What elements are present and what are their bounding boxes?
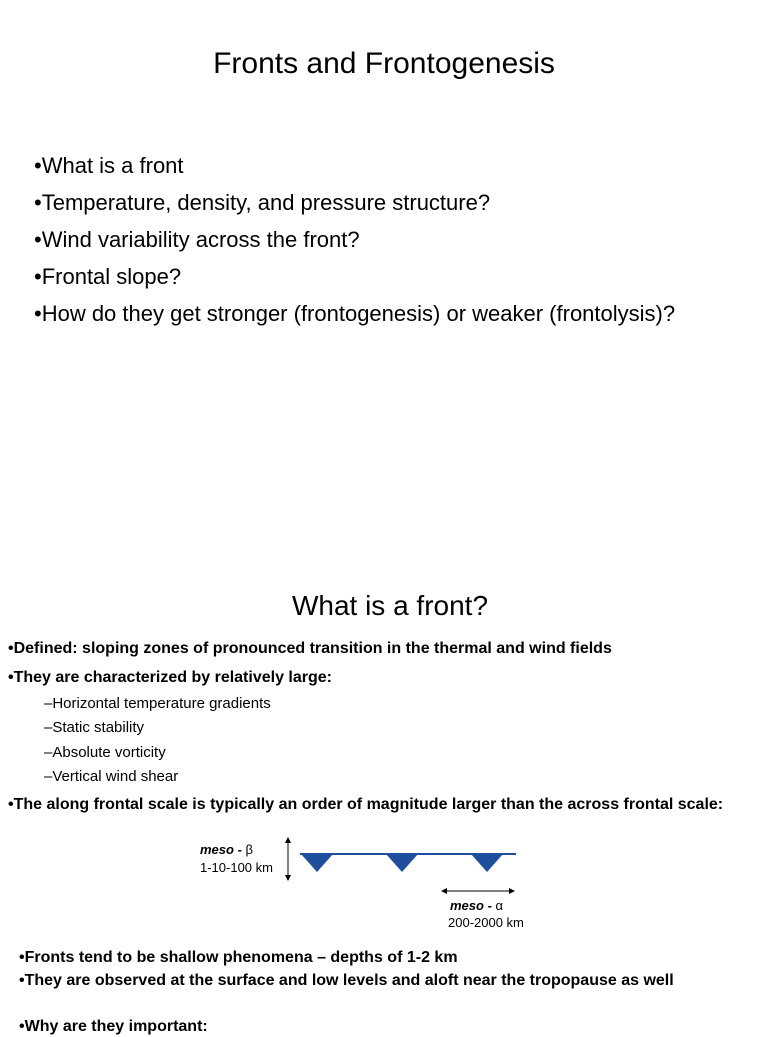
bullet-characterized <box>8 667 758 689</box>
cold-front-triangle <box>386 854 418 872</box>
vertical-arrow-head-down <box>285 875 291 881</box>
bullet-wind-variability: •Wind variability across the front? <box>34 227 360 252</box>
bullet-shallow: •Fronts tend to be shallow phenomena – depths of 1-2 km <box>19 949 458 966</box>
bullet-structure: •Temperature, density, and pressure structure? <box>34 190 491 215</box>
bullet-list <box>34 152 734 337</box>
beta-symbol: β <box>245 842 254 857</box>
meso-alpha-label <box>450 898 503 914</box>
bullet-frontogenesis: •How do they get stronger (frontogenesis) or weaker (frontolysis)? <box>34 301 676 326</box>
bullet-observed: •They are observed at the surface and low levels and aloft near the tropopause as well <box>19 972 674 989</box>
horizontal-arrow-head-right <box>509 888 515 894</box>
bullet-defined: •Defined: sloping zones of pronounced transition in the thermal and wind fields <box>8 640 612 657</box>
sub-item-temperature-gradients: –Horizontal temperature gradients <box>44 695 271 712</box>
vertical-arrow-head-up <box>285 837 291 843</box>
sub-item-static-stability: –Static stability <box>44 719 145 736</box>
bullet-scale: •The along frontal scale is typically an order of magnitude larger than the across frontal scale: <box>8 796 724 813</box>
sub-item-vertical-wind-shear: –Vertical wind shear <box>44 768 179 785</box>
bullet-what-is-a-front: •What is a front <box>34 153 184 178</box>
alpha-symbol: α <box>495 898 504 913</box>
bullet-characterized-text: •They are characterized by relatively large: <box>8 669 332 686</box>
frontal-scale-diagram <box>190 830 530 935</box>
sub-item-absolute-vorticity: –Absolute vorticity <box>44 744 166 761</box>
slide-title: What is a front? <box>291 590 489 621</box>
meso-alpha-text: meso - <box>450 898 492 913</box>
meso-beta-text: meso - <box>200 842 242 857</box>
meso-alpha-range: 200-2000 km <box>448 915 524 930</box>
horizontal-arrow-head-left <box>441 888 447 894</box>
slide-what-is-a-front <box>0 560 768 1035</box>
bullet-frontal-slope: •Frontal slope? <box>34 264 182 289</box>
meso-beta-range: 1-10-100 km <box>200 860 273 875</box>
cold-front-triangle <box>471 854 503 872</box>
cold-front-triangle <box>301 854 333 872</box>
slide-title: Fronts and Frontogenesis <box>213 47 555 80</box>
bullet-important: •Why are they important: <box>19 1018 208 1035</box>
